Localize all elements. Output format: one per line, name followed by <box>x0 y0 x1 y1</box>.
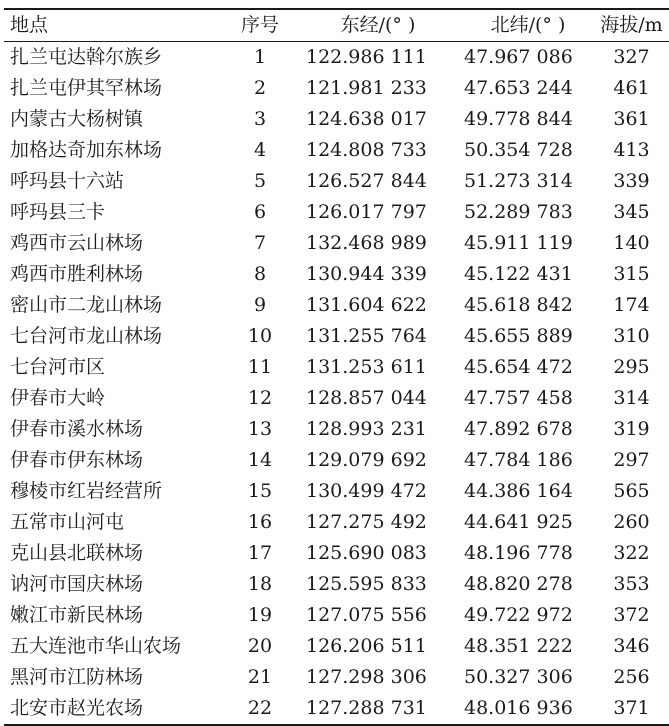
cell-serial-number: 10 <box>247 325 273 347</box>
cell-longitude: 127.288 731 <box>306 697 427 719</box>
cell-latitude: 47.892 678 <box>464 418 573 440</box>
cell-longitude: 126.206 511 <box>306 635 427 657</box>
cell-altitude: 322 <box>613 542 650 564</box>
cell-serial-number: 11 <box>247 356 273 378</box>
cell-serial-number: 15 <box>247 480 273 502</box>
cell-serial-number: 3 <box>253 108 267 130</box>
cell-location: 穆棱市红岩经营所 <box>10 480 163 502</box>
cell-longitude: 129.079 692 <box>306 449 427 471</box>
cell-altitude: 314 <box>613 387 650 409</box>
table-row <box>4 321 669 352</box>
cell-latitude: 47.967 086 <box>464 46 573 68</box>
table-row <box>4 569 669 600</box>
cell-serial-number: 4 <box>253 139 267 161</box>
cell-latitude: 50.327 306 <box>464 666 573 688</box>
cell-serial-number: 20 <box>247 635 273 657</box>
cell-location: 呼玛县十六站 <box>10 170 125 192</box>
cell-altitude: 295 <box>613 356 650 378</box>
table-row <box>4 476 669 507</box>
cell-latitude: 48.016 936 <box>464 697 573 719</box>
location-table <box>4 8 669 726</box>
cell-latitude: 45.122 431 <box>464 263 573 285</box>
cell-longitude: 130.499 472 <box>306 480 427 502</box>
header-row <box>4 9 669 42</box>
cell-latitude: 44.641 925 <box>464 511 573 533</box>
cell-serial-number: 7 <box>253 232 267 254</box>
cell-longitude: 127.075 556 <box>306 604 427 626</box>
cell-location: 嫩江市新民林场 <box>10 604 144 626</box>
header-longitude: 东经/(° ) <box>340 14 416 36</box>
table-row <box>4 259 669 290</box>
cell-altitude: 346 <box>613 635 650 657</box>
cell-latitude: 51.273 314 <box>464 170 573 192</box>
table-row <box>4 600 669 631</box>
cell-serial-number: 21 <box>247 666 273 688</box>
cell-serial-number: 22 <box>247 697 273 719</box>
cell-serial-number: 5 <box>253 170 267 192</box>
cell-location: 伊春市溪水林场 <box>10 418 144 440</box>
cell-altitude: 461 <box>613 77 650 99</box>
cell-altitude: 256 <box>613 666 650 688</box>
cell-latitude: 44.386 164 <box>464 480 573 502</box>
table-row <box>4 42 669 74</box>
cell-location: 鸡西市胜利林场 <box>10 263 144 285</box>
cell-location: 黑河市江防林场 <box>10 666 144 688</box>
header-location: 地点 <box>10 14 49 36</box>
cell-altitude: 315 <box>613 263 650 285</box>
table-row <box>4 507 669 538</box>
table-row <box>4 693 669 725</box>
cell-longitude: 125.690 083 <box>306 542 427 564</box>
cell-longitude: 126.017 797 <box>306 201 427 223</box>
table-row <box>4 662 669 693</box>
cell-serial-number: 6 <box>253 201 267 223</box>
table-row <box>4 290 669 321</box>
cell-serial-number: 14 <box>247 449 273 471</box>
cell-location: 鸡西市云山林场 <box>10 232 144 254</box>
header-serial-number: 序号 <box>240 14 279 36</box>
header-latitude: 北纬/(° ) <box>490 14 566 36</box>
cell-latitude: 45.911 119 <box>464 232 573 254</box>
table-row <box>4 445 669 476</box>
cell-longitude: 128.857 044 <box>306 387 427 409</box>
cell-serial-number: 17 <box>247 542 273 564</box>
cell-location: 七台河市龙山林场 <box>10 325 163 347</box>
cell-serial-number: 9 <box>253 294 267 316</box>
cell-longitude: 127.298 306 <box>306 666 427 688</box>
cell-longitude: 131.253 611 <box>306 356 427 378</box>
cell-longitude: 130.944 339 <box>306 263 427 285</box>
cell-longitude: 125.595 833 <box>306 573 427 595</box>
cell-altitude: 327 <box>613 46 650 68</box>
cell-location: 七台河市区 <box>10 356 106 378</box>
cell-longitude: 121.981 233 <box>306 77 427 99</box>
cell-longitude: 132.468 989 <box>306 232 427 254</box>
table-header <box>4 9 669 42</box>
cell-serial-number: 12 <box>247 387 273 409</box>
cell-altitude: 565 <box>613 480 650 502</box>
cell-serial-number: 13 <box>247 418 273 440</box>
cell-longitude: 131.255 764 <box>306 325 427 347</box>
cell-location: 讷河市国庆林场 <box>10 573 144 595</box>
cell-longitude: 122.986 111 <box>306 46 427 68</box>
cell-serial-number: 1 <box>253 46 267 68</box>
cell-longitude: 127.275 492 <box>306 511 427 533</box>
cell-location: 克山县北联林场 <box>10 542 144 564</box>
cell-location: 密山市二龙山林场 <box>10 294 163 316</box>
cell-serial-number: 2 <box>253 77 267 99</box>
table-row <box>4 631 669 662</box>
cell-location: 伊春市伊东林场 <box>10 449 144 471</box>
cell-latitude: 48.196 778 <box>464 542 573 564</box>
table-row <box>4 352 669 383</box>
cell-longitude: 131.604 622 <box>306 294 427 316</box>
cell-altitude: 345 <box>613 201 650 223</box>
cell-longitude: 126.527 844 <box>306 170 427 192</box>
table-row <box>4 197 669 228</box>
header-altitude: 海拔/m <box>600 14 663 36</box>
table-row <box>4 414 669 445</box>
cell-altitude: 353 <box>613 573 650 595</box>
table-row <box>4 228 669 259</box>
cell-serial-number: 19 <box>247 604 273 626</box>
cell-location: 加格达奇加东林场 <box>10 139 163 161</box>
table-row <box>4 73 669 104</box>
cell-altitude: 372 <box>613 604 650 626</box>
cell-serial-number: 18 <box>247 573 273 595</box>
cell-latitude: 49.722 972 <box>464 604 573 626</box>
cell-latitude: 45.654 472 <box>464 356 573 378</box>
cell-altitude: 260 <box>613 511 650 533</box>
cell-location: 扎兰屯达斡尔族乡 <box>10 46 163 68</box>
cell-altitude: 361 <box>613 108 650 130</box>
cell-latitude: 45.618 842 <box>464 294 573 316</box>
cell-latitude: 50.354 728 <box>464 139 573 161</box>
cell-location: 呼玛县三卡 <box>10 201 106 223</box>
table-row <box>4 166 669 197</box>
cell-latitude: 47.784 186 <box>464 449 573 471</box>
cell-location: 伊春市大岭 <box>10 387 106 409</box>
table-row <box>4 383 669 414</box>
cell-latitude: 48.820 278 <box>464 573 573 595</box>
table-body <box>4 42 669 726</box>
cell-altitude: 371 <box>613 697 650 719</box>
cell-latitude: 45.655 889 <box>464 325 573 347</box>
cell-latitude: 49.778 844 <box>464 108 573 130</box>
cell-altitude: 297 <box>613 449 650 471</box>
cell-altitude: 310 <box>613 325 650 347</box>
cell-serial-number: 8 <box>253 263 267 285</box>
cell-location: 五常市山河屯 <box>10 511 125 533</box>
cell-longitude: 124.638 017 <box>306 108 427 130</box>
table-row <box>4 538 669 569</box>
cell-altitude: 319 <box>613 418 650 440</box>
table-row <box>4 135 669 166</box>
cell-serial-number: 16 <box>247 511 273 533</box>
cell-location: 扎兰屯伊其罕林场 <box>10 77 163 99</box>
cell-latitude: 47.757 458 <box>464 387 573 409</box>
cell-longitude: 124.808 733 <box>306 139 427 161</box>
cell-latitude: 52.289 783 <box>464 201 573 223</box>
cell-location: 北安市赵光农场 <box>10 697 144 719</box>
cell-altitude: 413 <box>613 139 650 161</box>
cell-altitude: 140 <box>613 232 650 254</box>
cell-altitude: 174 <box>613 294 650 316</box>
cell-longitude: 128.993 231 <box>306 418 427 440</box>
cell-location: 内蒙古大杨树镇 <box>10 108 144 130</box>
cell-location: 五大连池市华山农场 <box>10 635 182 657</box>
table-row <box>4 104 669 135</box>
cell-latitude: 47.653 244 <box>464 77 573 99</box>
cell-latitude: 48.351 222 <box>464 635 573 657</box>
cell-altitude: 339 <box>613 170 650 192</box>
